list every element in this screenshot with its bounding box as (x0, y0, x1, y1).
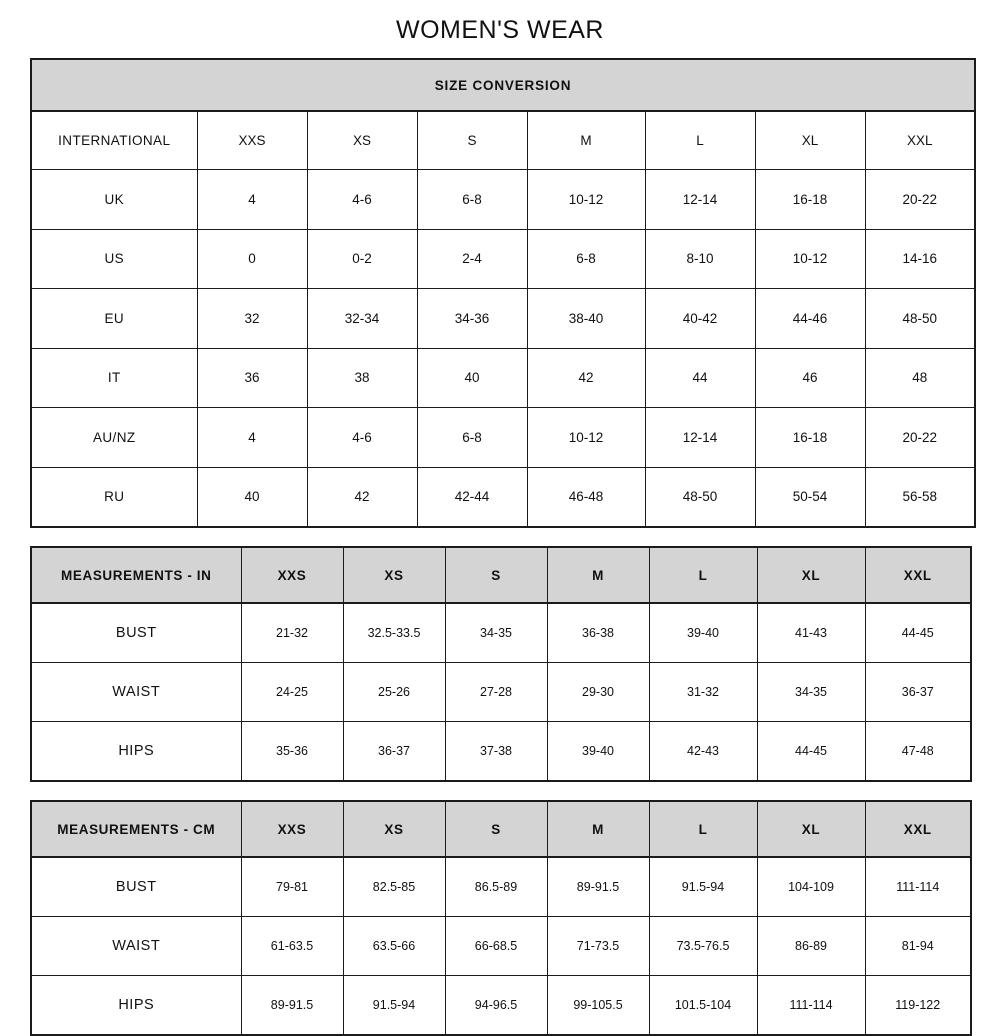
cell: 35-36 (241, 722, 343, 782)
cell: 71-73.5 (547, 917, 649, 976)
cell: 94-96.5 (445, 976, 547, 1036)
cell: 89-91.5 (547, 857, 649, 917)
cell: 36 (197, 348, 307, 408)
cell: 91.5-94 (649, 857, 757, 917)
cell: 48-50 (865, 289, 975, 349)
cell: 104-109 (757, 857, 865, 917)
cell: 86.5-89 (445, 857, 547, 917)
cell: 25-26 (343, 663, 445, 722)
measurements-in-table (30, 546, 972, 782)
cell: 20-22 (865, 170, 975, 230)
cell: 50-54 (755, 467, 865, 527)
column-header-l: L (649, 801, 757, 857)
cell: 82.5-85 (343, 857, 445, 917)
cell: 14-16 (865, 229, 975, 289)
cell: 4-6 (307, 170, 417, 230)
cell: 44-46 (755, 289, 865, 349)
row-label-hips: HIPS (31, 976, 241, 1036)
cell: 44-45 (865, 603, 971, 663)
cell: 61-63.5 (241, 917, 343, 976)
column-header-m: M (527, 111, 645, 170)
cell: 40 (417, 348, 527, 408)
measurements-cm-table (30, 800, 972, 1036)
row-label-bust: BUST (31, 857, 241, 917)
table-row-banner (31, 59, 975, 111)
row-label-hips: HIPS (31, 722, 241, 782)
cell: 32-34 (307, 289, 417, 349)
cell: 40-42 (645, 289, 755, 349)
cell: 4 (197, 408, 307, 468)
cell: 39-40 (649, 603, 757, 663)
cell: 44-45 (757, 722, 865, 782)
cell: 48 (865, 348, 975, 408)
cell: 21-32 (241, 603, 343, 663)
cell: 10-12 (527, 170, 645, 230)
cell: 31-32 (649, 663, 757, 722)
cell: 32 (197, 289, 307, 349)
table-spacer-2 (30, 782, 970, 800)
cell: 81-94 (865, 917, 971, 976)
cell: 46 (755, 348, 865, 408)
table-row (31, 348, 975, 408)
cell: 12-14 (645, 408, 755, 468)
cell: 16-18 (755, 170, 865, 230)
cell: 40 (197, 467, 307, 527)
table-row (31, 722, 971, 782)
cell: 36-37 (865, 663, 971, 722)
table-row (31, 229, 975, 289)
row-label-it: IT (31, 348, 197, 408)
cell: 0-2 (307, 229, 417, 289)
cell: 34-35 (757, 663, 865, 722)
column-header-xxs: XXS (197, 111, 307, 170)
cell: 29-30 (547, 663, 649, 722)
cell: 6-8 (417, 170, 527, 230)
cell: 34-35 (445, 603, 547, 663)
table-row-header (31, 801, 971, 857)
cell: 42-44 (417, 467, 527, 527)
column-header-xxl: XXL (865, 111, 975, 170)
row-label-bust: BUST (31, 603, 241, 663)
row-label-us: US (31, 229, 197, 289)
table-row-header (31, 547, 971, 603)
cell: 10-12 (527, 408, 645, 468)
table-row (31, 603, 971, 663)
cell: 73.5-76.5 (649, 917, 757, 976)
row-label-waist: WAIST (31, 917, 241, 976)
cell: 111-114 (865, 857, 971, 917)
column-header-s: S (445, 801, 547, 857)
cell: 66-68.5 (445, 917, 547, 976)
cell: 12-14 (645, 170, 755, 230)
column-header-l: L (649, 547, 757, 603)
cell: 42 (307, 467, 417, 527)
cell: 6-8 (527, 229, 645, 289)
cell: 4 (197, 170, 307, 230)
row-label-aunz: AU/NZ (31, 408, 197, 468)
cell: 16-18 (755, 408, 865, 468)
cell: 20-22 (865, 408, 975, 468)
column-header-international: INTERNATIONAL (31, 111, 197, 170)
cell: 24-25 (241, 663, 343, 722)
column-header-xxs: XXS (241, 801, 343, 857)
cell: 79-81 (241, 857, 343, 917)
cell: 41-43 (757, 603, 865, 663)
table-row (31, 976, 971, 1036)
cell: 10-12 (755, 229, 865, 289)
column-header-xxl: XXL (865, 547, 971, 603)
cell: 44 (645, 348, 755, 408)
cell: 63.5-66 (343, 917, 445, 976)
table-row (31, 663, 971, 722)
cell: 8-10 (645, 229, 755, 289)
row-label-waist: WAIST (31, 663, 241, 722)
cell: 39-40 (547, 722, 649, 782)
cell: 37-38 (445, 722, 547, 782)
cell: 119-122 (865, 976, 971, 1036)
cell: 101.5-104 (649, 976, 757, 1036)
size-conversion-banner: SIZE CONVERSION (31, 59, 975, 111)
column-header-l: L (645, 111, 755, 170)
cell: 32.5-33.5 (343, 603, 445, 663)
table-row (31, 857, 971, 917)
column-header-xl: XL (757, 547, 865, 603)
cell: 38 (307, 348, 417, 408)
table-row-header (31, 111, 975, 170)
column-header-measurements-in: MEASUREMENTS - IN (31, 547, 241, 603)
column-header-m: M (547, 801, 649, 857)
page-title: WOMEN'S WEAR (396, 16, 604, 44)
column-header-xl: XL (755, 111, 865, 170)
table-row (31, 289, 975, 349)
cell: 2-4 (417, 229, 527, 289)
column-header-xs: XS (343, 801, 445, 857)
cell: 34-36 (417, 289, 527, 349)
table-row (31, 917, 971, 976)
table-row (31, 408, 975, 468)
column-header-xxs: XXS (241, 547, 343, 603)
cell: 36-37 (343, 722, 445, 782)
column-header-s: S (445, 547, 547, 603)
column-header-xs: XS (343, 547, 445, 603)
table-spacer-1 (30, 528, 970, 546)
cell: 47-48 (865, 722, 971, 782)
table-row (31, 467, 975, 527)
cell: 42-43 (649, 722, 757, 782)
column-header-s: S (417, 111, 527, 170)
column-header-xs: XS (307, 111, 417, 170)
cell: 91.5-94 (343, 976, 445, 1036)
cell: 99-105.5 (547, 976, 649, 1036)
row-label-uk: UK (31, 170, 197, 230)
cell: 27-28 (445, 663, 547, 722)
column-header-xl: XL (757, 801, 865, 857)
size-conversion-table (30, 58, 976, 528)
cell: 36-38 (547, 603, 649, 663)
cell: 6-8 (417, 408, 527, 468)
cell: 86-89 (757, 917, 865, 976)
column-header-xxl: XXL (865, 801, 971, 857)
cell: 89-91.5 (241, 976, 343, 1036)
cell: 4-6 (307, 408, 417, 468)
cell: 56-58 (865, 467, 975, 527)
cell: 42 (527, 348, 645, 408)
cell: 38-40 (527, 289, 645, 349)
cell: 48-50 (645, 467, 755, 527)
column-header-measurements-cm: MEASUREMENTS - CM (31, 801, 241, 857)
cell: 46-48 (527, 467, 645, 527)
column-header-m: M (547, 547, 649, 603)
row-label-eu: EU (31, 289, 197, 349)
row-label-ru: RU (31, 467, 197, 527)
table-row (31, 170, 975, 230)
cell: 111-114 (757, 976, 865, 1036)
cell: 0 (197, 229, 307, 289)
